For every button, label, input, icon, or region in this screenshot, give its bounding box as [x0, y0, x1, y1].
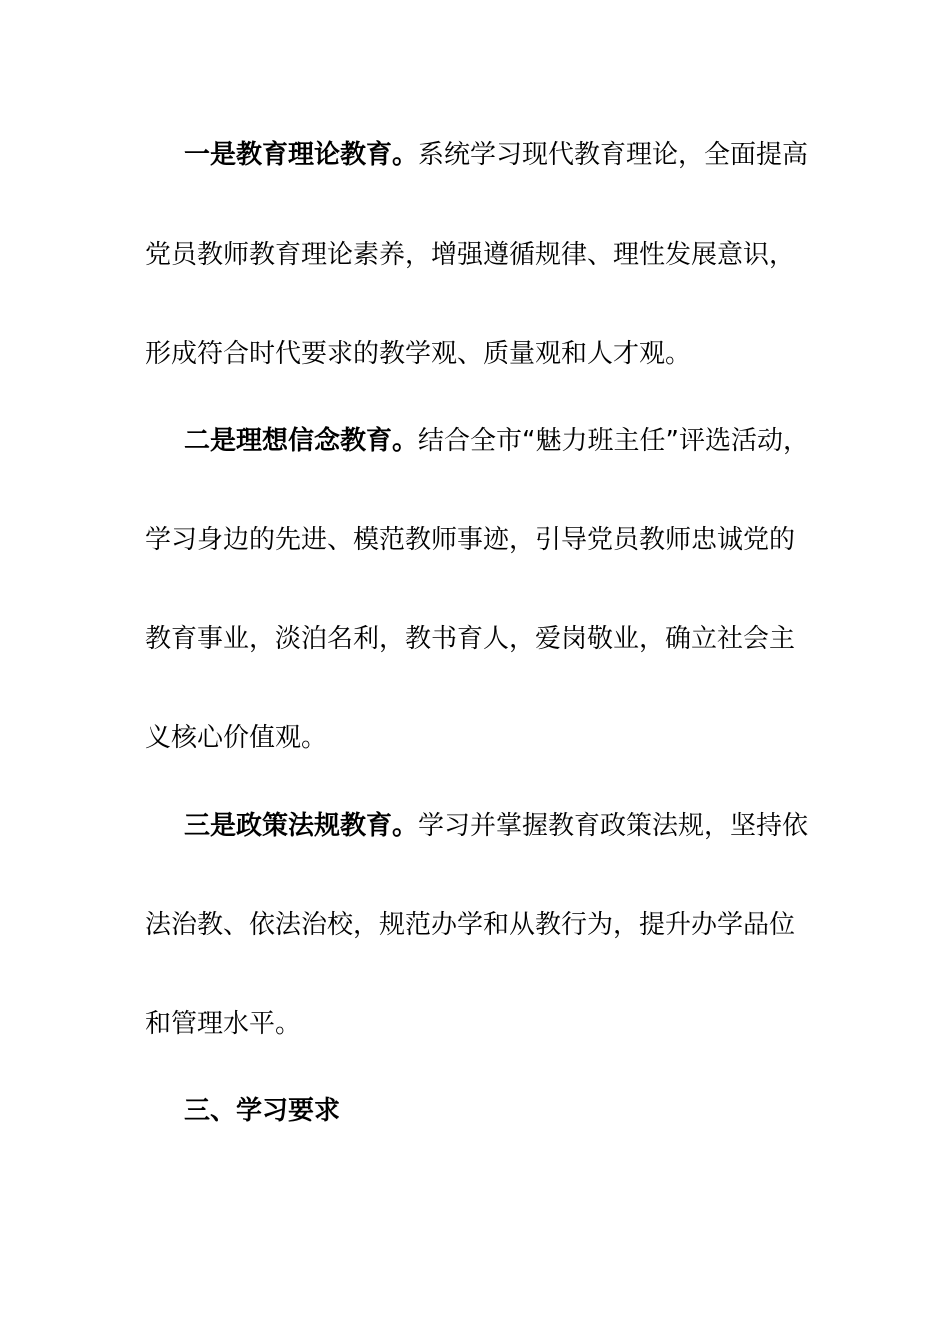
paragraph-3-lead: 三是政策法规教育。	[184, 811, 419, 841]
section-heading: 三、学习要求	[184, 1096, 341, 1126]
paragraph-1-text-1: 系统学习现代教育理论，全面提高	[418, 140, 809, 170]
paragraph-2-line-3: 教育事业，淡泊名利，教书育人，爱岗敬业，确立社会主	[145, 624, 796, 654]
paragraph-3-line-3: 和管理水平。	[145, 1009, 302, 1039]
paragraph-3-text-1: 学习并掌握教育政策法规，坚持依	[418, 811, 809, 841]
paragraph-2-line-1	[184, 424, 815, 458]
paragraph-2-lead: 二是理想信念教育。	[184, 426, 419, 456]
paragraph-2-text-1: 结合全市“魅力班主任”评选活动，	[418, 426, 809, 456]
paragraph-2-line-4: 义核心价值观。	[145, 723, 328, 753]
paragraph-1-line-2: 党员教师教育理论素养，增强遵循规律、理性发展意识，	[145, 240, 796, 270]
paragraph-1-line-3: 形成符合时代要求的教学观、质量观和人才观。	[145, 339, 692, 369]
paragraph-2-line-2: 学习身边的先进、模范教师事迹，引导党员教师忠诚党的	[145, 525, 796, 555]
paragraph-1-lead: 一是教育理论教育。	[184, 140, 419, 170]
paragraph-3-line-1	[184, 809, 815, 843]
paragraph-1-line-1	[184, 138, 815, 172]
paragraph-3-line-2: 法治教、依法治校，规范办学和从教行为，提升办学品位	[145, 910, 796, 940]
